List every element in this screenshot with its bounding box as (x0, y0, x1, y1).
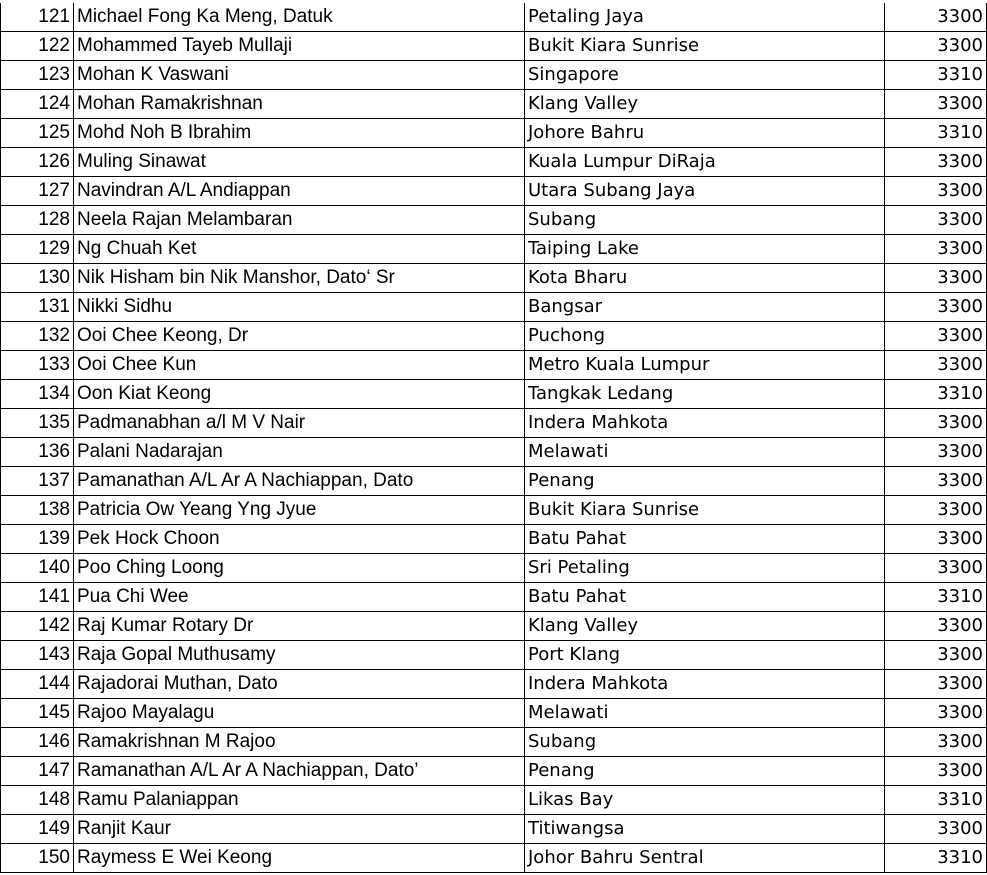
row-number-cell[interactable]: 131 (1, 293, 74, 322)
member-name-cell[interactable]: Oon Kiat Keong (74, 380, 525, 409)
table-row (1, 235, 987, 264)
table-row (1, 670, 987, 699)
table-row (1, 351, 987, 380)
table-row (1, 728, 987, 757)
table-row (1, 699, 987, 728)
member-name-cell[interactable]: Pamanathan A/L Ar A Nachiappan, Dato (74, 467, 525, 496)
district-cell[interactable]: 3310 (885, 119, 987, 148)
row-number-cell[interactable]: 147 (1, 757, 74, 786)
club-name-cell[interactable]: Penang (525, 467, 885, 496)
district-cell[interactable]: 3300 (885, 3, 987, 32)
club-name-cell[interactable]: Batu Pahat (525, 583, 885, 612)
row-number-cell[interactable]: 138 (1, 496, 74, 525)
district-cell[interactable]: 3300 (885, 815, 987, 844)
district-cell[interactable]: 3300 (885, 177, 987, 206)
district-cell[interactable]: 3300 (885, 351, 987, 380)
row-number-cell[interactable]: 121 (1, 3, 74, 32)
member-name-cell[interactable]: Nikki Sidhu (74, 293, 525, 322)
row-number-cell[interactable]: 124 (1, 90, 74, 119)
district-cell[interactable]: 3300 (885, 438, 987, 467)
district-cell[interactable]: 3300 (885, 235, 987, 264)
table-row (1, 293, 987, 322)
member-name-cell[interactable]: Mohan Ramakrishnan (74, 90, 525, 119)
district-cell[interactable]: 3300 (885, 612, 987, 641)
club-name-cell[interactable]: Bukit Kiara Sunrise (525, 496, 885, 525)
table-row (1, 32, 987, 61)
club-name-cell[interactable]: Melawati (525, 699, 885, 728)
table-row (1, 525, 987, 554)
club-name-cell[interactable]: Subang (525, 206, 885, 235)
table-row (1, 119, 987, 148)
table-row (1, 380, 987, 409)
row-number-cell[interactable]: 136 (1, 438, 74, 467)
member-name-cell[interactable]: Patricia Ow Yeang Yng Jyue (74, 496, 525, 525)
table-row (1, 409, 987, 438)
member-name-cell[interactable]: Raymess E Wei Keong (74, 844, 525, 873)
club-name-cell[interactable]: Bangsar (525, 293, 885, 322)
club-name-cell[interactable]: Indera Mahkota (525, 409, 885, 438)
member-table (0, 3, 987, 873)
table-row (1, 815, 987, 844)
member-name-cell[interactable]: Neela Rajan Melambaran (74, 206, 525, 235)
member-name-cell[interactable]: Nik Hisham bin Nik Manshor, Dato‘ Sr (74, 264, 525, 293)
district-cell[interactable]: 3300 (885, 322, 987, 351)
club-name-cell[interactable]: Utara Subang Jaya (525, 177, 885, 206)
table-row (1, 786, 987, 815)
district-cell[interactable]: 3300 (885, 757, 987, 786)
row-number-cell[interactable]: 144 (1, 670, 74, 699)
table-row (1, 61, 987, 90)
district-cell[interactable]: 3300 (885, 90, 987, 119)
row-number-cell[interactable]: 127 (1, 177, 74, 206)
row-number-cell[interactable]: 135 (1, 409, 74, 438)
row-number-cell[interactable]: 150 (1, 844, 74, 873)
club-name-cell[interactable]: Indera Mahkota (525, 670, 885, 699)
member-name-cell[interactable]: Mohan K Vaswani (74, 61, 525, 90)
row-number-cell[interactable]: 142 (1, 612, 74, 641)
row-number-cell[interactable]: 126 (1, 148, 74, 177)
member-name-cell[interactable]: Ramu Palaniappan (74, 786, 525, 815)
member-name-cell[interactable]: Rajoo Mayalagu (74, 699, 525, 728)
member-name-cell[interactable]: Ng Chuah Ket (74, 235, 525, 264)
row-number-cell[interactable]: 137 (1, 467, 74, 496)
club-name-cell[interactable]: Batu Pahat (525, 525, 885, 554)
club-name-cell[interactable]: Kota Bharu (525, 264, 885, 293)
table-row (1, 496, 987, 525)
row-number-cell[interactable]: 149 (1, 815, 74, 844)
club-name-cell[interactable]: Klang Valley (525, 612, 885, 641)
table-row (1, 612, 987, 641)
member-name-cell[interactable]: Rajadorai Muthan, Dato (74, 670, 525, 699)
member-name-cell[interactable]: Pek Hock Choon (74, 525, 525, 554)
table-row (1, 148, 987, 177)
club-name-cell[interactable]: Johore Bahru (525, 119, 885, 148)
club-name-cell[interactable]: Petaling Jaya (525, 3, 885, 32)
club-name-cell[interactable]: Kuala Lumpur DiRaja (525, 148, 885, 177)
row-number-cell[interactable]: 140 (1, 554, 74, 583)
member-name-cell[interactable]: Ooi Chee Kun (74, 351, 525, 380)
table-row (1, 438, 987, 467)
member-name-cell[interactable]: Muling Sinawat (74, 148, 525, 177)
district-cell[interactable]: 3310 (885, 844, 987, 873)
row-number-cell[interactable]: 134 (1, 380, 74, 409)
district-cell[interactable]: 3300 (885, 409, 987, 438)
district-cell[interactable]: 3300 (885, 699, 987, 728)
district-cell[interactable]: 3300 (885, 206, 987, 235)
row-number-cell[interactable]: 122 (1, 32, 74, 61)
district-cell[interactable]: 3310 (885, 583, 987, 612)
member-name-cell[interactable]: Padmanabhan a/l M V Nair (74, 409, 525, 438)
club-name-cell[interactable]: Titiwangsa (525, 815, 885, 844)
member-name-cell[interactable]: Raja Gopal Muthusamy (74, 641, 525, 670)
district-cell[interactable]: 3300 (885, 728, 987, 757)
row-number-cell[interactable]: 125 (1, 119, 74, 148)
row-number-cell[interactable]: 143 (1, 641, 74, 670)
club-name-cell[interactable]: Port Klang (525, 641, 885, 670)
district-cell[interactable]: 3300 (885, 467, 987, 496)
table-row (1, 206, 987, 235)
row-number-cell[interactable]: 146 (1, 728, 74, 757)
district-cell[interactable]: 3300 (885, 264, 987, 293)
club-name-cell[interactable]: Taiping Lake (525, 235, 885, 264)
member-name-cell[interactable]: Poo Ching Loong (74, 554, 525, 583)
district-cell[interactable]: 3300 (885, 32, 987, 61)
row-number-cell[interactable]: 148 (1, 786, 74, 815)
table-row (1, 583, 987, 612)
district-cell[interactable]: 3300 (885, 670, 987, 699)
table-row (1, 757, 987, 786)
club-name-cell[interactable]: Metro Kuala Lumpur (525, 351, 885, 380)
row-number-cell[interactable]: 139 (1, 525, 74, 554)
district-cell[interactable]: 3310 (885, 380, 987, 409)
club-name-cell[interactable]: Sri Petaling (525, 554, 885, 583)
table-row (1, 844, 987, 873)
club-name-cell[interactable]: Johor Bahru Sentral (525, 844, 885, 873)
table-row (1, 177, 987, 206)
club-name-cell[interactable]: Puchong (525, 322, 885, 351)
club-name-cell[interactable]: Melawati (525, 438, 885, 467)
club-name-cell[interactable]: Tangkak Ledang (525, 380, 885, 409)
row-number-cell[interactable]: 141 (1, 583, 74, 612)
member-name-cell[interactable]: Mohammed Tayeb Mullaji (74, 32, 525, 61)
member-name-cell[interactable]: Ranjit Kaur (74, 815, 525, 844)
district-cell[interactable]: 3310 (885, 61, 987, 90)
table-row (1, 641, 987, 670)
member-table-body (1, 3, 987, 873)
district-cell[interactable]: 3300 (885, 148, 987, 177)
district-cell[interactable]: 3300 (885, 293, 987, 322)
member-name-cell[interactable]: Raj Kumar Rotary Dr (74, 612, 525, 641)
table-row (1, 90, 987, 119)
district-cell[interactable]: 3300 (885, 525, 987, 554)
member-name-cell[interactable]: Ramakrishnan M Rajoo (74, 728, 525, 757)
member-name-cell[interactable]: Pua Chi Wee (74, 583, 525, 612)
member-name-cell[interactable]: Michael Fong Ka Meng, Datuk (74, 3, 525, 32)
row-number-cell[interactable]: 129 (1, 235, 74, 264)
row-number-cell[interactable]: 123 (1, 61, 74, 90)
row-number-cell[interactable]: 133 (1, 351, 74, 380)
table-row (1, 3, 987, 32)
district-cell[interactable]: 3300 (885, 554, 987, 583)
member-name-cell[interactable]: Ooi Chee Keong, Dr (74, 322, 525, 351)
table-row (1, 467, 987, 496)
row-number-cell[interactable]: 132 (1, 322, 74, 351)
club-name-cell[interactable]: Subang (525, 728, 885, 757)
club-name-cell[interactable]: Singapore (525, 61, 885, 90)
club-name-cell[interactable]: Penang (525, 757, 885, 786)
club-name-cell[interactable]: Bukit Kiara Sunrise (525, 32, 885, 61)
member-name-cell[interactable]: Navindran A/L Andiappan (74, 177, 525, 206)
table-row (1, 264, 987, 293)
row-number-cell[interactable]: 128 (1, 206, 74, 235)
member-name-cell[interactable]: Ramanathan A/L Ar A Nachiappan, Dato’ (74, 757, 525, 786)
district-cell[interactable]: 3310 (885, 786, 987, 815)
club-name-cell[interactable]: Likas Bay (525, 786, 885, 815)
district-cell[interactable]: 3300 (885, 496, 987, 525)
club-name-cell[interactable]: Klang Valley (525, 90, 885, 119)
row-number-cell[interactable]: 145 (1, 699, 74, 728)
table-row (1, 554, 987, 583)
district-cell[interactable]: 3300 (885, 641, 987, 670)
row-number-cell[interactable]: 130 (1, 264, 74, 293)
member-name-cell[interactable]: Mohd Noh B Ibrahim (74, 119, 525, 148)
member-name-cell[interactable]: Palani Nadarajan (74, 438, 525, 467)
table-row (1, 322, 987, 351)
